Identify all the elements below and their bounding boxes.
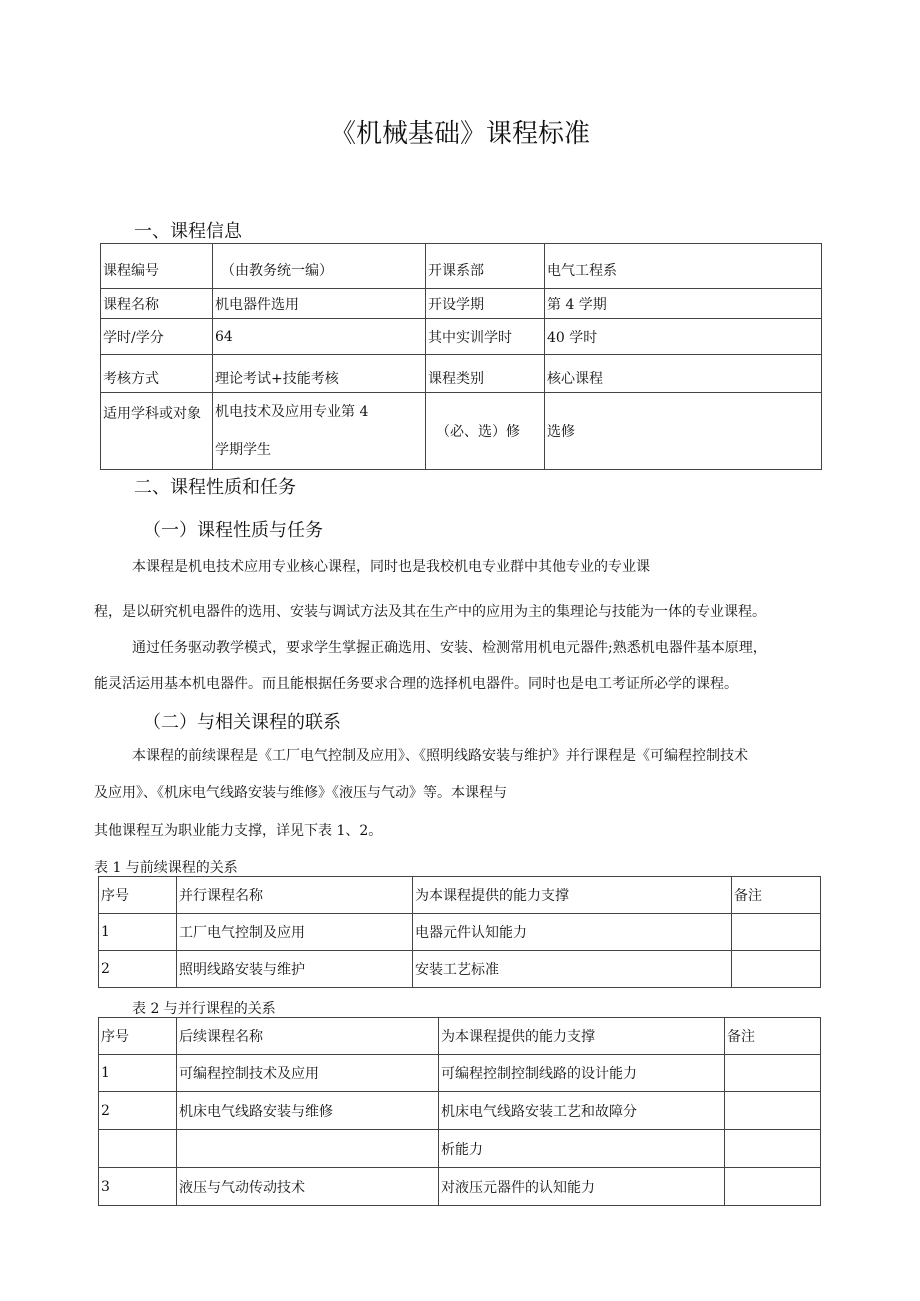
cell: 对液压元器件的认知能力 xyxy=(439,1168,725,1206)
cell: 机床电气线路安装工艺和故障分 xyxy=(439,1092,725,1130)
cell xyxy=(725,1092,821,1130)
cell: 序号 xyxy=(99,1018,177,1055)
cell: 可编程控制控制线路的设计能力 xyxy=(439,1055,725,1092)
cell: 后续课程名称 xyxy=(177,1018,439,1055)
cell: 为本课程提供的能力支撑 xyxy=(439,1018,725,1055)
cell: 液压与气动传动技术 xyxy=(177,1168,439,1206)
cell: （由教务统一编） xyxy=(213,244,426,289)
cell xyxy=(732,951,821,988)
cell: 其中实训学时 xyxy=(426,319,545,355)
table-row xyxy=(99,914,821,951)
prerequisite-courses-table xyxy=(98,876,821,988)
subsection-heading: （二）与相关课程的联系 xyxy=(143,712,341,733)
cell: 2 xyxy=(99,1092,177,1130)
cell xyxy=(99,1130,177,1168)
paragraph-line: 能灵活运用基本机电器件。而且能根据任务要求合理的选择机电器件。同时也是电工考证所必学的课程。 xyxy=(94,676,738,692)
cell: 学时/学分 xyxy=(101,319,213,355)
cell xyxy=(177,1130,439,1168)
document-title: 《机械基础》课程标准 xyxy=(329,119,590,149)
table-row xyxy=(101,319,822,355)
cell: 3 xyxy=(99,1168,177,1206)
cell: 并行课程名称 xyxy=(177,877,413,914)
table-row xyxy=(101,244,822,289)
cell: 课程编号 xyxy=(101,244,213,289)
cell: 第 4 学期 xyxy=(545,289,822,319)
cell-text: 机电技术及应用专业第 4 xyxy=(215,404,369,420)
cell: 选修 xyxy=(545,393,822,470)
cell: 工厂电气控制及应用 xyxy=(177,914,413,951)
cell: 考核方式 xyxy=(101,355,213,393)
paragraph-line: 通过任务驱动教学模式，要求学生掌握正确选用、安装、检测常用机电元器件;熟悉机电器件基本原理， xyxy=(132,640,767,656)
cell-text: 学期学生 xyxy=(215,442,271,458)
cell: 安装工艺标准 xyxy=(413,951,732,988)
cell: 40 学时 xyxy=(545,319,822,355)
cell: 备注 xyxy=(732,877,821,914)
cell: 开课系部 xyxy=(426,244,545,289)
cell: 电气工程系 xyxy=(545,244,822,289)
cell: 可编程控制技术及应用 xyxy=(177,1055,439,1092)
cell: 机床电气线路安装与维修 xyxy=(177,1092,439,1130)
cell: 适用学科或对象 xyxy=(101,393,213,470)
cell: 核心课程 xyxy=(545,355,822,393)
paragraph-line: 本课程是机电技术应用专业核心课程，同时也是我校机电专业群中其他专业的专业课 xyxy=(132,559,650,575)
subsection-heading: （一）课程性质与任务 xyxy=(143,520,323,541)
cell: 课程名称 xyxy=(101,289,213,319)
cell: 1 xyxy=(99,1055,177,1092)
cell: 开设学期 xyxy=(426,289,545,319)
cell: 2 xyxy=(99,951,177,988)
paragraph-line: 本课程的前续课程是《工厂电气控制及应用》、《照明线路安装与维护》并行课程是《可编程控制技术 xyxy=(132,748,748,764)
table-row xyxy=(99,877,821,914)
table-row xyxy=(99,1168,821,1206)
cell xyxy=(725,1168,821,1206)
cell xyxy=(725,1055,821,1092)
table-row xyxy=(99,1018,821,1055)
paragraph-line: 其他课程互为职业能力支撑，详见下表 1、2。 xyxy=(94,823,383,839)
table-row xyxy=(101,355,822,393)
paragraph-line: 程，是以研究机电器件的选用、安装与调试方法及其在生产中的应用为主的集理论与技能为一体的专业课程。 xyxy=(94,604,766,620)
course-info-table xyxy=(100,243,822,470)
table-row xyxy=(101,289,822,319)
section-heading: 二、课程性质和任务 xyxy=(134,477,296,498)
cell: 1 xyxy=(99,914,177,951)
cell: 序号 xyxy=(99,877,177,914)
table-caption: 表 1 与前续课程的关系 xyxy=(94,860,238,876)
table-row xyxy=(99,1092,821,1130)
paragraph-line: 及应用》、《机床电气线路安装与维修》《液压与气动》等。本课程与 xyxy=(94,785,507,801)
cell: 64 xyxy=(213,319,426,355)
parallel-courses-table xyxy=(98,1017,821,1206)
cell: （必、选）修 xyxy=(426,393,545,470)
section-heading: 一、课程信息 xyxy=(134,221,242,242)
cell: 析能力 xyxy=(439,1130,725,1168)
cell xyxy=(732,914,821,951)
cell: 机电器件选用 xyxy=(213,289,426,319)
cell: 理论考试+技能考核 xyxy=(213,355,426,393)
cell: 为本课程提供的能力支撑 xyxy=(413,877,732,914)
cell: 课程类别 xyxy=(426,355,545,393)
table-row xyxy=(99,1130,821,1168)
cell: 备注 xyxy=(725,1018,821,1055)
cell xyxy=(213,393,426,470)
table-caption: 表 2 与并行课程的关系 xyxy=(132,1001,276,1017)
table-row xyxy=(99,1055,821,1092)
table-row xyxy=(99,951,821,988)
cell: 照明线路安装与维护 xyxy=(177,951,413,988)
table-row xyxy=(101,393,822,470)
cell xyxy=(725,1130,821,1168)
cell: 电器元件认知能力 xyxy=(413,914,732,951)
